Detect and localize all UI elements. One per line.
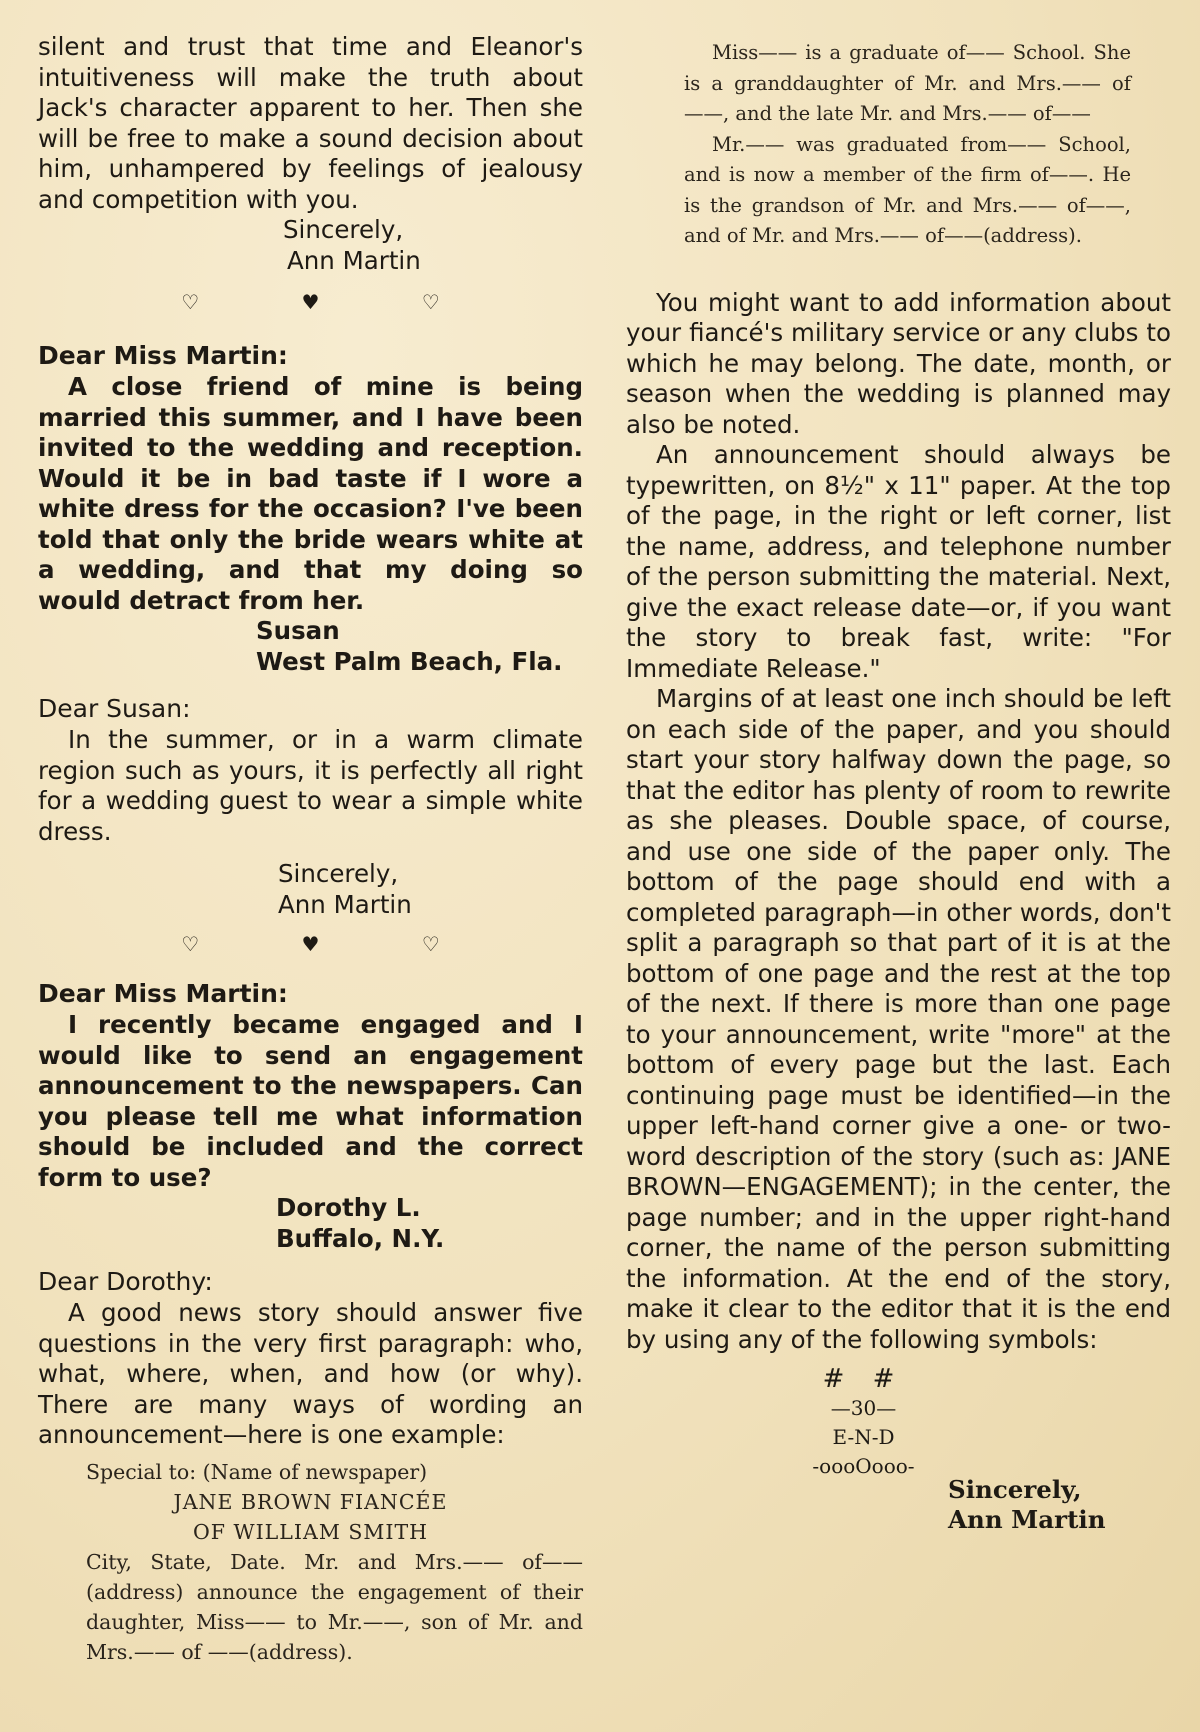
end-symbol: # # — [822, 1364, 905, 1394]
example-paragraph: Mr.—— was graduated from—— School, and is now a member of the firm of——. He is the grandson of Mr. and Mrs.—— of——, and of Mr. and Mrs.—— of——(address). — [684, 132, 1131, 247]
end-symbol: E-N-D — [832, 1425, 895, 1449]
example-headline-1: JANE BROWN FIANCÉE — [173, 1489, 448, 1514]
signature-2 — [38, 859, 583, 920]
announcement-example-continued — [626, 38, 1171, 252]
letter-place: Buffalo, N.Y. — [276, 1223, 445, 1253]
letter-body: A close friend of mine is being married this summer, and I have been invited to the wedding and reception. Would it be in bad taste if I wore a white dress for the occasion? I've been told that only the bride wears white at a wedding, and that my doing so would detract from her. — [38, 372, 583, 615]
signature-closing: Sincerely, — [948, 1475, 1082, 1504]
final-signature — [626, 1475, 1171, 1535]
letter-name: Susan — [256, 616, 340, 645]
end-symbol: -oooOooo- — [812, 1454, 915, 1478]
reply-body: A good news story should answer five questions in the very first paragraph: who, what, where, when, and how (or why). There are many ways of wording an announcement—here is one example: — [38, 1298, 583, 1449]
letter-salutation: Dear Miss Martin: — [38, 341, 288, 370]
signature-1 — [38, 215, 583, 276]
end-symbols — [626, 1365, 1171, 1481]
signature-name: Ann Martin — [948, 1505, 1106, 1534]
signature-name: Ann Martin — [278, 889, 412, 919]
letter-body: I recently became engaged and I would like to send an engagement announcement to the newspapers. Can you please tell me what information should be included and the correct form to use? — [38, 1010, 583, 1192]
advice-paragraph: Margins of at least one inch should be left on each side of the paper, and you should start your story halfway down the page, so that the editor has plenty of room to rewrite as she pleases. Double space, of course, and use one side of the paper only. The bottom of the page should end with a completed paragraph—in other words, don't split a paragraph so that part of it is at the bottom of one page and the rest at the top of the next. If there is more than one page to your announcement, write "more" at the bottom of every page but the last. Each continuing page must be identified—in the upper left-hand corner give a one- or two-word description of the story (such as: JANE BROWN—ENGAGEMENT); in the center, the page number; and in the upper right-hand corner, the name of the person submitting the information. At the end of the story, make it clear to the editor that it is the end by using any of the following symbols: — [626, 684, 1171, 1354]
announcement-example — [38, 1457, 583, 1667]
left-column — [38, 32, 583, 1667]
signature-name: Ann Martin — [287, 245, 421, 275]
letter-salutation: Dear Miss Martin: — [38, 979, 288, 1008]
intro-paragraph: silent and trust that time and Eleanor's intuitiveness will make the truth about Jack's character apparent to her. Then she will be free to make a sound decision about him, unhampered by feelings of jealousy and competition with you. — [38, 32, 583, 214]
example-body: City, State, Date. Mr. and Mrs.—— of——(address) announce the engagement of their daughter, Miss—— to Mr.——, son of Mr. and Mrs.—— of ——(address). — [86, 1549, 583, 1664]
signature-closing: Sincerely, — [283, 215, 404, 244]
signature-closing: Sincerely, — [278, 859, 399, 888]
right-column — [626, 32, 1171, 1535]
advice-paragraph: An announcement should always be typewritten, on 8½" x 11" paper. At the top of the page, in the right or left corner, list the name, address, and telephone number of the person submitting the material. Next, give the exact release date—or, if you want the story to break fast, write: "For Immediate Release." — [626, 440, 1171, 683]
end-symbol: —30— — [830, 1396, 897, 1420]
letter-dorothy — [38, 978, 583, 1254]
reply-salutation: Dear Dorothy: — [38, 1267, 213, 1296]
example-paragraph: Miss—— is a graduate of—— School. She is a granddaughter of Mr. and Mrs.—— of——, and the late Mr. and Mrs.—— of—— — [684, 41, 1131, 125]
hearts-divider: ♡ ♥ ♡ — [181, 290, 488, 314]
example-headline-2: OF WILLIAM SMITH — [192, 1519, 429, 1544]
reply-body: In the summer, or in a warm climate region such as yours, it is perfectly all right for a wedding guest to wear a simple white dress. — [38, 725, 583, 846]
advice-paragraph: You might want to add information about your fiancé's military service or any clubs to which he may belong. The date, month, or season when the wedding is planned may also be noted. — [626, 287, 1171, 439]
hearts-divider: ♡ ♥ ♡ — [181, 932, 488, 956]
example-special: Special to: (Name of newspaper) — [86, 1459, 428, 1484]
letter-name: Dorothy L. — [276, 1193, 421, 1222]
letter-place: West Palm Beach, Fla. — [256, 646, 563, 676]
reply-salutation: Dear Susan: — [38, 694, 191, 723]
letter-susan — [38, 340, 583, 677]
